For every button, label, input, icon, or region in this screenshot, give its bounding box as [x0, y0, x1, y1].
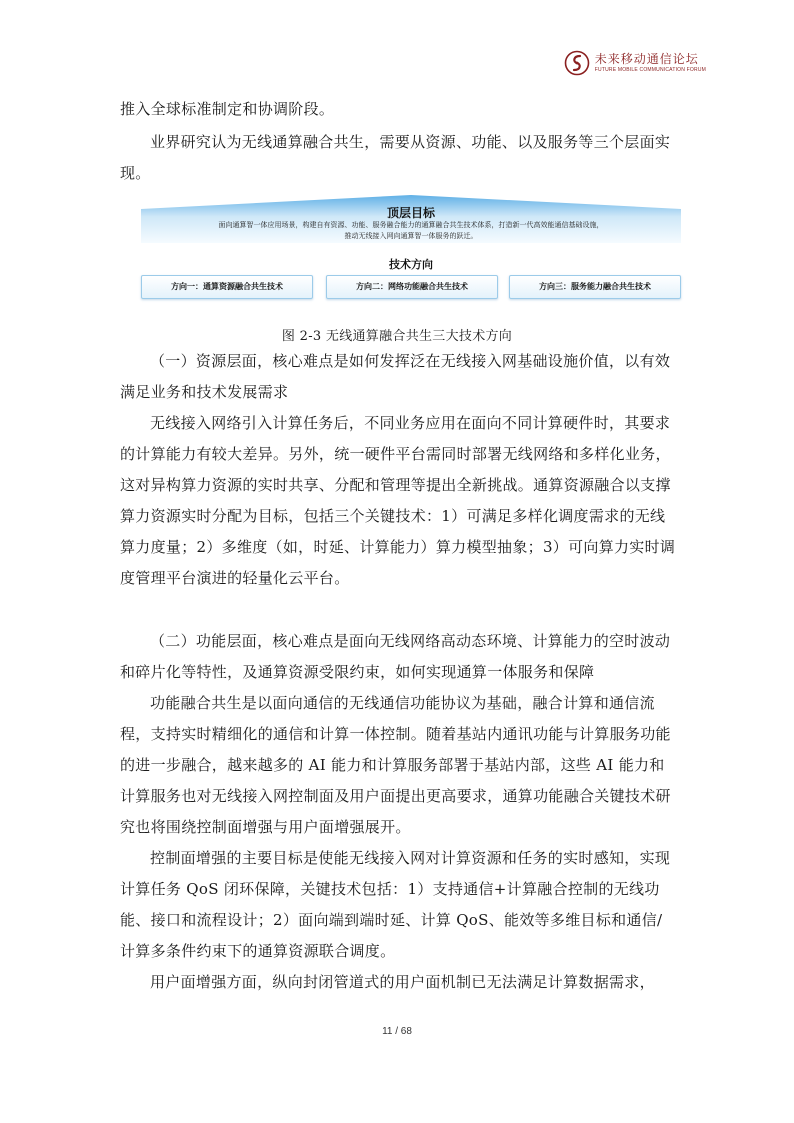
- paragraph: 业界研究认为无线通算融合共生，需要从资源、功能、以及服务等三个层面实现。: [120, 133, 671, 182]
- top-goal-title: 顶层目标: [386, 206, 435, 220]
- logo-chinese-name: 未来移动通信论坛: [594, 52, 699, 66]
- top-goal-desc-line: 推动无线接入网向通算智一体服务的跃迁。: [344, 233, 478, 240]
- paragraph: 用户面增强方面，纵向封闭管道式的用户面机制已无法满足计算数据需求，: [150, 973, 655, 991]
- page-number: 11 / 68: [382, 1026, 412, 1037]
- figure-caption: 图 2-3 无线通算融合共生三大技术方向: [281, 329, 513, 344]
- section-function: [120, 626, 676, 998]
- direction-box-2: 方向二：网络功能融合共生技术: [326, 275, 498, 299]
- section-heading: （二）功能层面，核心难点是面向无线网络高动态环境、计算能力的空时波动和碎片化等特性，及通算资源受限约束，如何实现通算一体服务和保障: [120, 632, 671, 681]
- direction-box-1: 方向一：通算资源融合共生技术: [141, 275, 313, 299]
- forum-logo-icon: [564, 50, 590, 76]
- tech-direction-figure: [141, 195, 681, 305]
- top-text-block: [120, 94, 676, 189]
- paragraph: 推入全球标准制定和协调阶段。: [120, 100, 335, 118]
- header-logo: [564, 50, 706, 76]
- top-goal-desc-line: 面向通算智一体应用场景，构建自有资源、功能、服务融合能力的通算融合共生技术体系，打造新一代高效能通信基础设施，: [218, 222, 604, 229]
- paragraph: 控制面增强的主要目标是使能无线接入网对计算资源和任务的实时感知，实现计算任务 QoS 闭环保障，关键技术包括：1）支持通信+计算融合控制的无线功能、接口和流程设计；2）面向端到端时延、计算 QoS、能效等多维目标和通信/计算多条件约束下的通算资源联合调度。: [120, 849, 671, 960]
- section-resource: [120, 346, 676, 594]
- section-heading: （一）资源层面，核心难点是如何发挥泛在无线接入网基础设施价值，以有效满足业务和技术发展需求: [120, 352, 671, 401]
- direction-title: 技术方向: [389, 259, 433, 271]
- top-goal-description: [161, 220, 661, 242]
- paragraph: 无线接入网络引入计算任务后，不同业务应用在面向不同计算硬件时，其要求的计算能力有较大差异。另外，统一硬件平台需同时部署无线网络和多样化业务，这对异构算力资源的实时共享、分配和管理等提出全新挑战。通算资源融合以支撑算力资源实时分配为目标，包括三个关键技术：1）可满足多样化调度需求的无线算力度量；2）多维度（如，时延、计算能力）算力模型抽象；3）可向算力实时调度管理平台演进的轻量化云平台。: [120, 414, 676, 587]
- direction-box-3: 方向三：服务能力融合共生技术: [509, 275, 681, 299]
- paragraph: 功能融合共生是以面向通信的无线通信功能协议为基础，融合计算和通信流程，支持实时精细化的通信和计算一体控制。随着基站内通讯功能与计算服务功能的进一步融合，越来越多的 AI 能力和计算服务部署于基站内部，这些 AI 能力和计算服务也对无线接入网控制面及用户面提出更高要求，通算功能融合关键技术研究也将围绕控制面增强与用户面增强展开。: [120, 694, 671, 836]
- logo-english-name: FUTURE MOBILE COMMUNICATION FORUM: [594, 67, 706, 73]
